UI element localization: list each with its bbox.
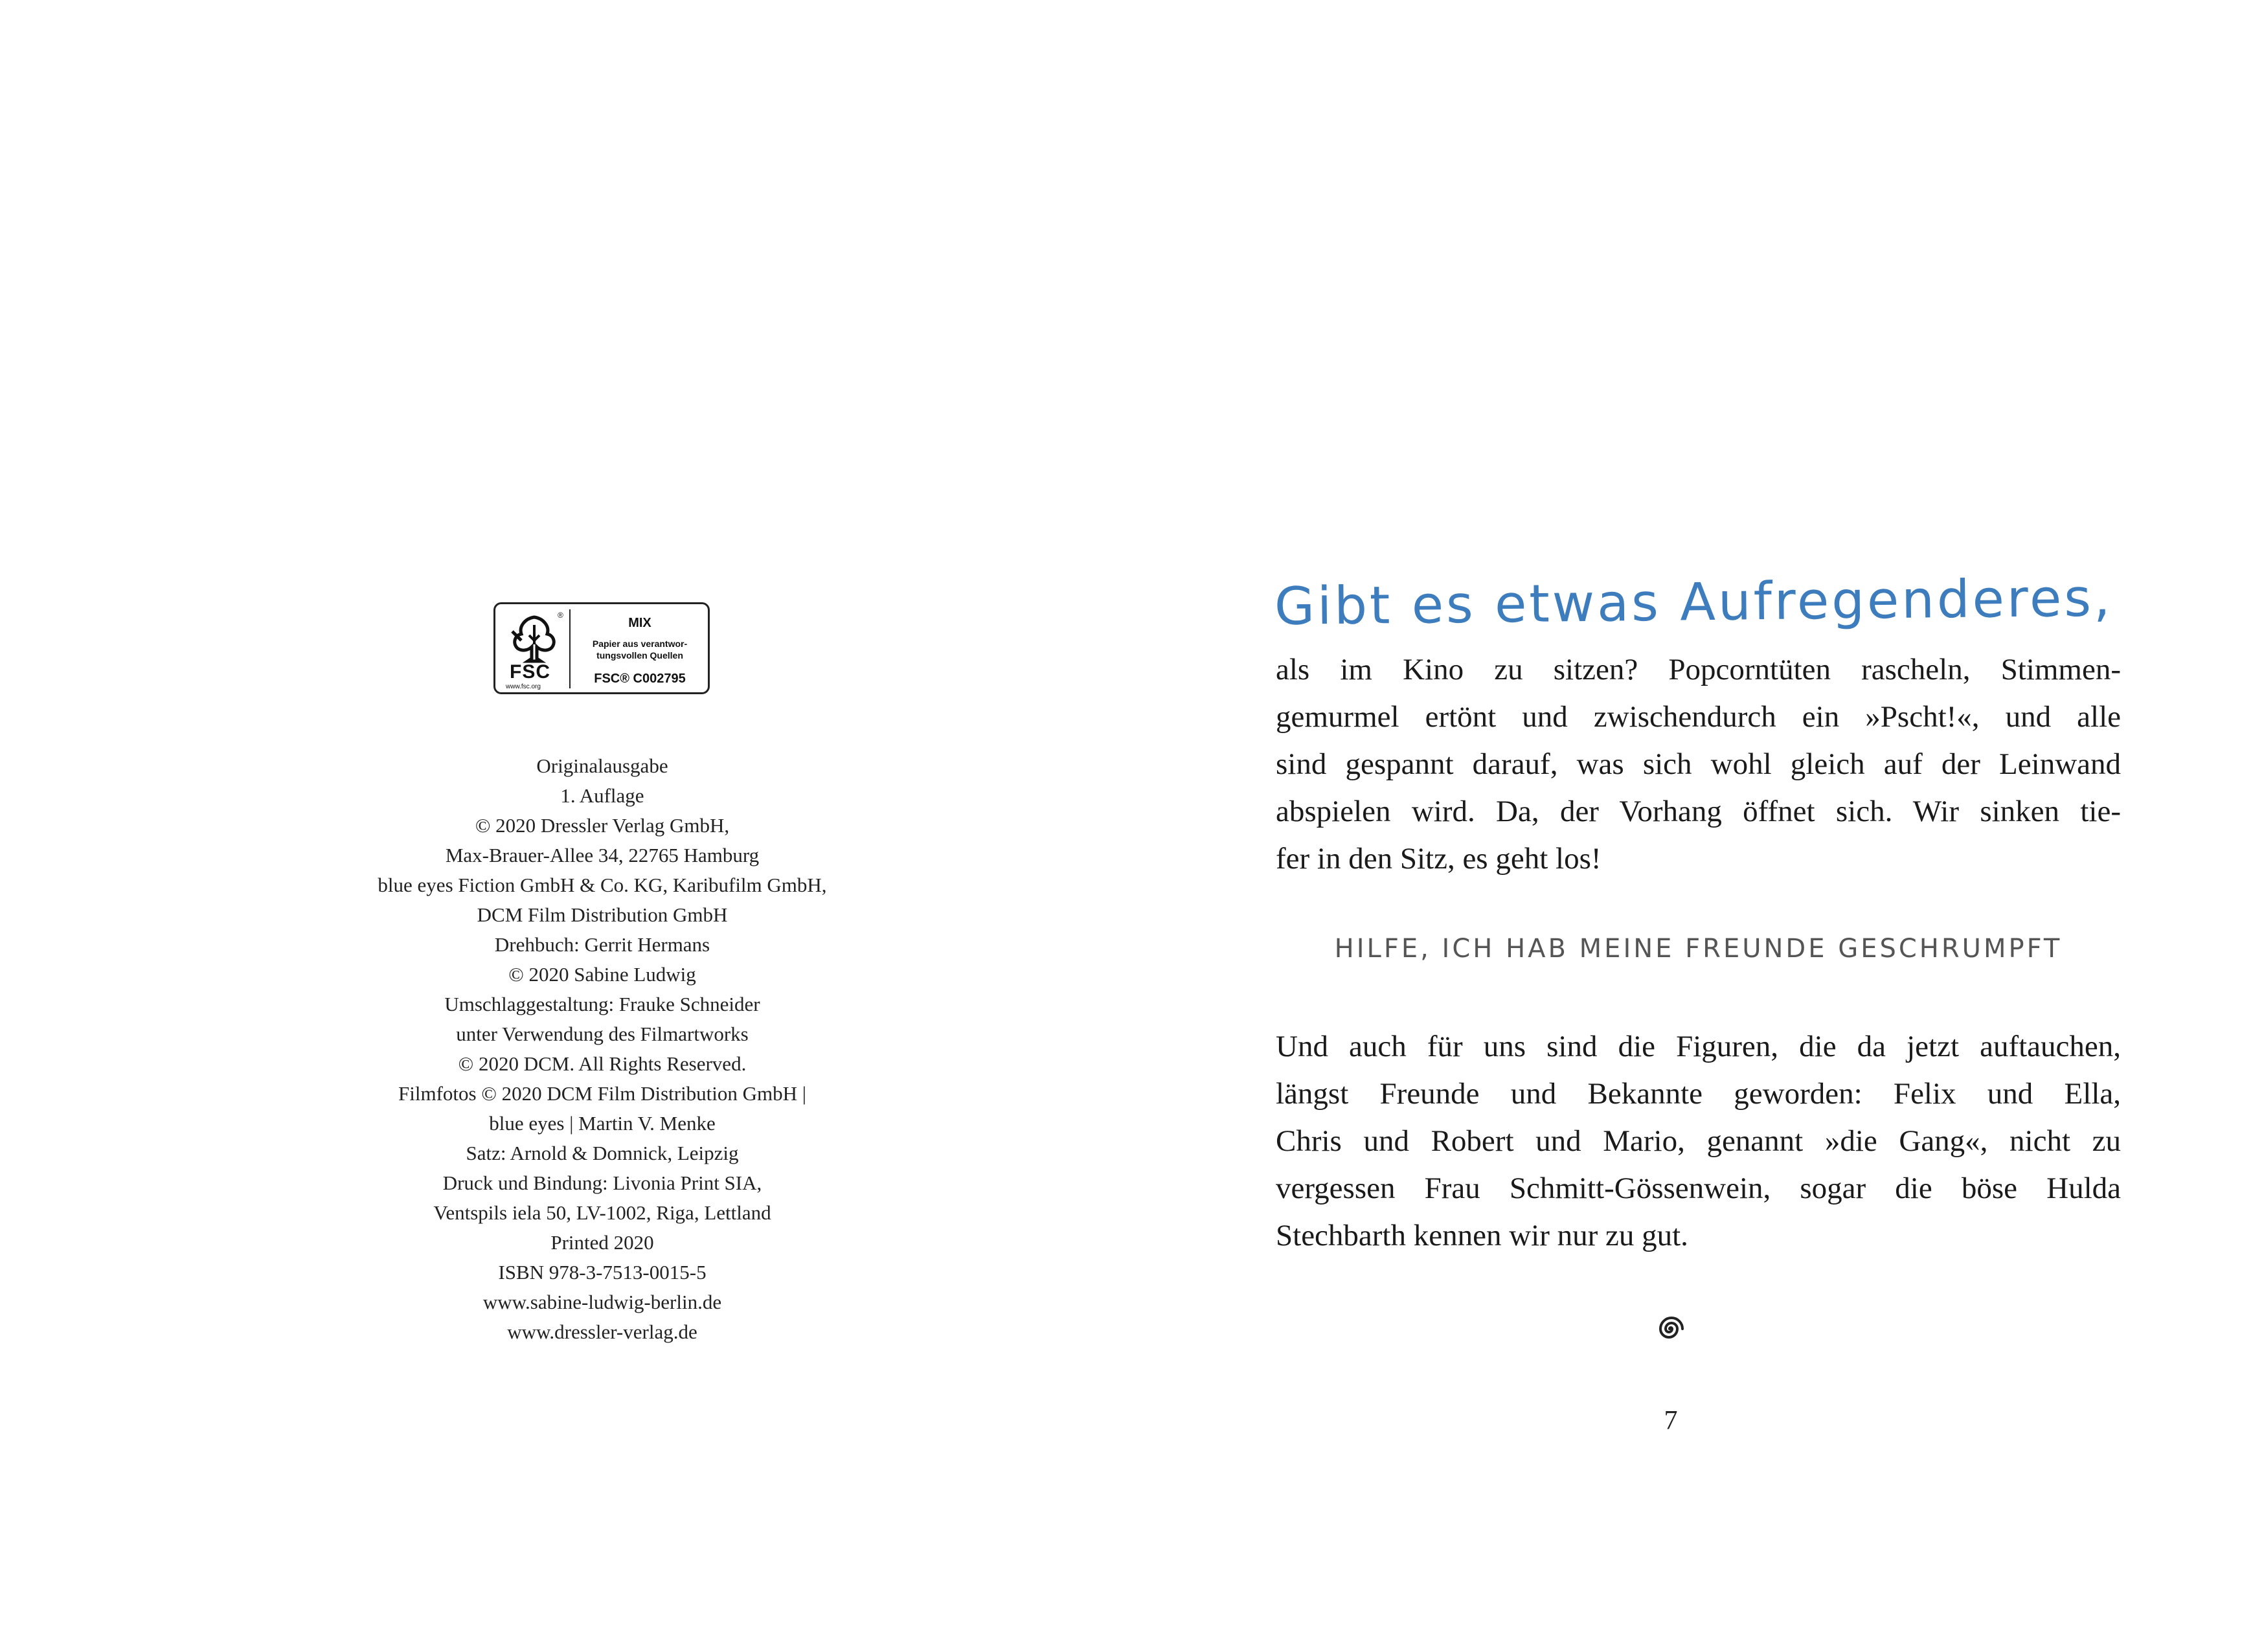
paragraph-2	[1276, 1023, 2121, 1260]
fsc-description-line: tungsvollen Quellen	[596, 650, 683, 661]
imprint-line: Ventspils iela 50, LV-1002, Riga, Lettland	[433, 1201, 771, 1224]
imprint	[278, 751, 926, 1347]
fsc-tree-icon	[506, 612, 563, 664]
fsc-mark: FSC	[510, 661, 550, 683]
imprint-line: 1. Auflage	[560, 784, 644, 807]
text-line: abspielen wird. Da, der Vorhang öffnet sich. Wir sinken tie-	[1276, 795, 2121, 828]
fsc-logo	[493, 602, 710, 694]
imprint-line: ISBN 978-3-7513-0015-5	[498, 1261, 707, 1284]
imprint-line: © 2020 Dressler Verlag GmbH,	[475, 814, 730, 837]
text-line: sind gespannt darauf, was sich wohl gleich auf der Leinwand	[1276, 747, 2121, 781]
imprint-line: © 2020 Sabine Ludwig	[508, 963, 696, 986]
right-page	[1132, 0, 2264, 1652]
text-line: gemurmel ertönt und zwischendurch ein »Pscht!«, und alle	[1276, 700, 2121, 734]
imprint-line: Umschlaggestaltung: Frauke Schneider	[444, 993, 760, 1015]
text-line: Stechbarth kennen wir nur zu gut.	[1276, 1219, 1688, 1252]
text-line: Chris und Robert und Mario, genannt »die Gang«, nicht zu	[1276, 1124, 2121, 1158]
text-line: Und auch für uns sind die Figuren, die da jetzt auftauchen,	[1276, 1030, 2121, 1063]
imprint-line: Satz: Arnold & Domnick, Leipzig	[466, 1142, 739, 1164]
fsc-description	[572, 638, 708, 661]
imprint-line: blue eyes Fiction GmbH & Co. KG, Karibufilm GmbH,	[378, 874, 827, 896]
imprint-line: DCM Film Distribution GmbH	[477, 903, 728, 926]
text-line: längst Freunde und Bekannte geworden: Felix und Ella,	[1276, 1077, 2121, 1111]
fsc-code: FSC® C002795	[594, 672, 686, 686]
page-number: 7	[1664, 1406, 1678, 1436]
fsc-label: MIX	[628, 616, 651, 630]
imprint-line: Filmfotos © 2020 DCM Film Distribution GmbH |	[398, 1082, 807, 1105]
imprint-line: Drehbuch: Gerrit Hermans	[494, 933, 710, 956]
imprint-line: © 2020 DCM. All Rights Reserved.	[458, 1052, 747, 1075]
imprint-line: blue eyes | Martin V. Menke	[489, 1112, 716, 1135]
imprint-line: www.dressler-verlag.de	[507, 1320, 697, 1343]
text-line: als im Kino zu sitzen? Popcorntüten rascheln, Stimmen-	[1276, 653, 2121, 686]
imprint-line: www.sabine-ludwig-berlin.de	[482, 1291, 722, 1313]
imprint-line: unter Verwendung des Filmartworks	[456, 1023, 749, 1045]
chapter-heading: Gibt es etwas Aufregenderes,	[1274, 567, 2113, 637]
text-line: fer in den Sitz, es geht los!	[1276, 842, 1602, 876]
imprint-line: Druck und Bindung: Livonia Print SIA,	[442, 1171, 762, 1194]
spiral-icon	[1657, 1315, 1685, 1343]
imprint-line: Max-Brauer-Allee 34, 22765 Hamburg	[445, 844, 760, 866]
section-subheading: HILFE, ICH HAB MEINE FREUNDE GESCHRUMPFT	[1334, 934, 2063, 964]
fsc-description-line: Papier aus verantwor-	[592, 639, 688, 649]
fsc-url: www.fsc.org	[506, 683, 541, 690]
imprint-line: Originalausgabe	[536, 754, 668, 777]
fsc-divider	[569, 609, 571, 688]
text-line: vergessen Frau Schmitt-Gössenwein, sogar die böse Hulda	[1276, 1171, 2121, 1205]
imprint-line: Printed 2020	[550, 1231, 654, 1254]
fsc-registered-mark: ®	[558, 611, 563, 620]
paragraph-1	[1276, 646, 2121, 883]
